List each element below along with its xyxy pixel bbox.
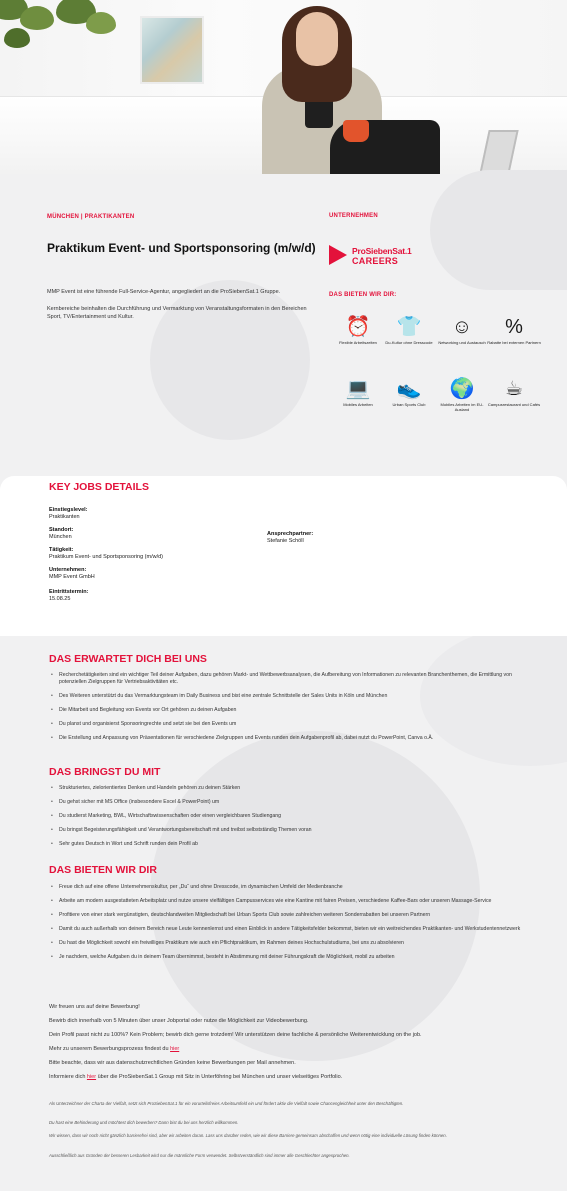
benefit-item bbox=[434, 376, 490, 412]
detail-label: Eintrittstermin: bbox=[49, 589, 89, 595]
detail-value: MMP Event GmbH bbox=[49, 574, 95, 580]
key-details-title: KEY JOBS DETAILS bbox=[49, 481, 149, 493]
mobile-work-icon: 💻 bbox=[345, 378, 371, 400]
detail-level bbox=[49, 507, 88, 521]
flexible-hours-icon: ⏰ bbox=[345, 316, 371, 338]
gender-note: Ausschließlich aus Gründen der besseren Lesbarkeit wird nur die männliche Form verwendet. Selbstverständlich sind immer alle Geschlechter angesprochen. bbox=[49, 1153, 350, 1158]
benefit-label: Urban Sports Club bbox=[392, 402, 426, 407]
closing-thanks: Wir freuen uns auf deine Bewerbung! bbox=[49, 1004, 140, 1010]
closing-info-text-2: über die ProSiebenSat.1 Group mit Sitz in Unterföhring bei München und unser vielseitiges Portfolio. bbox=[96, 1074, 343, 1080]
detail-label: Einstiegslevel: bbox=[49, 507, 88, 513]
closing-profile: Dein Profil passt nicht zu 100%? Kein Problem; bewirb dich gerne trotzdem! Wir unterstützen deine fachliche & persönliche Weiterentwicklung on the job. bbox=[49, 1032, 422, 1038]
offer-title: DAS BIETEN WIR DIR bbox=[49, 864, 157, 876]
list-item: • Des Weiteren unterstützt du das Vermarktungsteam im Daily Business und bist eine zentrale Schnittstelle der Sales Units in Köln und München bbox=[49, 693, 524, 700]
benefit-item bbox=[381, 376, 437, 407]
job-title: Praktikum Event- und Sportsponsoring (m/w/d) bbox=[47, 241, 316, 255]
sports-icon: 👟 bbox=[396, 378, 422, 400]
detail-start bbox=[49, 589, 88, 603]
benefits-label: DAS BIETEN WIR DIR: bbox=[329, 292, 397, 298]
job-intro bbox=[47, 288, 317, 330]
detail-label: Unternehmen: bbox=[49, 567, 87, 573]
list-item: • Recherchetätigkeiten sind ein wichtiger Teil deiner Aufgaben, dazu gehören Markt- und Wettbewerbsanalysen, die Aufbereitung von Informationen zu relevanten Branchenthemen, die Ermittlung von potenziellen Zielgruppen für Vertriebsaktivitäten etc. bbox=[49, 672, 524, 686]
closing-mail: Bitte beachte, dass wir aus datenschutzrechtlichen Gründen keine Bewerbungen per Mail annehmen. bbox=[49, 1060, 296, 1066]
benefit-label: Mobiles Arbeiten bbox=[343, 402, 373, 407]
benefit-item bbox=[434, 314, 490, 345]
list-item: • Die Mitarbeit und Begleitung von Events vor Ort gehören zu deinen Aufgaben bbox=[49, 707, 524, 714]
closing-process bbox=[49, 1046, 529, 1053]
benefit-label: Du-Kultur ohne Dresscode bbox=[385, 340, 433, 345]
bring-list bbox=[49, 785, 524, 855]
intro-paragraph: MMP Event ist eine führende Full-Service-Agentur, angegliedert an die ProSiebenSat.1 Gruppe. bbox=[47, 289, 281, 295]
list-item: • Damit du auch außerhalb von deinem Bereich neue Leute kennenlernst und einen Einblick in andere Tätigkeitsfelder bekommst, bieten wir ein weitreichendes Praktikanten- und Werkstudentennetzwerk bbox=[49, 926, 524, 933]
benefit-item bbox=[486, 314, 542, 345]
closing-apply: Bewirb dich innerhalb von 5 Minuten über unser Jobportal oder nutze die Möglichkeit zur Videobewerbung. bbox=[49, 1018, 309, 1024]
benefit-label: Networking und Austausch bbox=[438, 340, 486, 345]
dresscode-icon: 👕 bbox=[396, 316, 422, 338]
detail-contact bbox=[267, 531, 313, 545]
restaurant-icon: ☕ bbox=[505, 378, 523, 400]
list-item: • Profitiere von einer stark vergünstigten, deutschlandweiten Mitgliedschaft bei Urban Sports Club sowie zahlreichen weiteren Sonderrabatten bei unseren Partnern bbox=[49, 912, 524, 919]
list-item: • Strukturiertes, zielorientiertes Denken und Handeln gehören zu deinen Stärken bbox=[49, 785, 524, 792]
process-link[interactable]: hier bbox=[170, 1046, 180, 1052]
detail-value: München bbox=[49, 534, 72, 540]
expect-list bbox=[49, 672, 524, 749]
detail-value: 15.08.25 bbox=[49, 596, 71, 602]
benefit-label: Flexible Arbeitszeiten bbox=[339, 340, 377, 345]
benefit-item bbox=[330, 376, 386, 407]
benefit-label: Campusrestaurant und Cafés bbox=[487, 402, 541, 407]
closing-info-text: Informiere dich bbox=[49, 1074, 87, 1080]
expect-title: DAS ERWARTET DICH BEI UNS bbox=[49, 653, 207, 665]
prosiebensat1-careers-logo[interactable] bbox=[329, 245, 449, 269]
benefit-item bbox=[330, 314, 386, 345]
logo-mark-icon bbox=[329, 245, 347, 265]
list-item: • Die Erstellung und Anpassung von Präsentationen für verschiedene Zielgruppen und Events runden dein Aufgabenprofil ab, dabei nutzt du PowerPoint, Canva o.Ä. bbox=[49, 735, 524, 742]
detail-value: Praktikanten bbox=[49, 514, 80, 520]
mug bbox=[343, 120, 369, 142]
intro-paragraph: Kernbereiche beinhalten die Durchführung und Vermarktung von Veranstaltungsformaten in den Bereichen Sport, TV/Entertainment und Kultur. bbox=[47, 306, 307, 320]
offer-list bbox=[49, 884, 524, 968]
painting bbox=[140, 16, 204, 84]
logo-brand: ProSiebenSat.1 bbox=[352, 246, 412, 256]
info-link[interactable]: hier bbox=[86, 1074, 97, 1080]
detail-company bbox=[49, 567, 95, 581]
detail-value: Stefanie Schöll bbox=[267, 538, 304, 544]
list-item: • Freue dich auf eine offene Unternehmenskultur, per „Du“ und ohne Dresscode, im dynamischen Umfeld der Medienbranche bbox=[49, 884, 524, 891]
list-item: • Je nachdem, welche Aufgaben du in deinem Team übernimmst, besteht in Abstimmung mit deiner Führungskraft die Möglichkeit, mobil zu arbeiten bbox=[49, 954, 524, 961]
bring-title: DAS BRINGST DU MIT bbox=[49, 766, 161, 778]
detail-activity bbox=[49, 547, 163, 561]
detail-label: Tätigkeit: bbox=[49, 547, 74, 553]
list-item: • Du bringst Begeisterungsfähigkeit und Verantwortungsbereitschaft mit und treibst selbstständig Themen voran bbox=[49, 827, 524, 834]
company-label: UNTERNEHMEN bbox=[329, 213, 378, 219]
benefit-label: Rabatte bei externen Partnern bbox=[487, 340, 541, 345]
detail-label: Standort: bbox=[49, 527, 74, 533]
list-item: • Du hast die Möglichkeit sowohl ein freiwilliges Praktikum wie auch ein Pflichtpraktikum, im Rahmen deines Hochschulstudiums, bei uns zu absolvieren bbox=[49, 940, 524, 947]
eu-work-icon: 🌍 bbox=[449, 378, 475, 400]
benefit-item bbox=[486, 376, 542, 407]
networking-icon: ☺ bbox=[451, 316, 473, 338]
list-item: • Du studierst Marketing, BWL, Wirtschaftswissenschaften oder einen vergleichbaren Studiengang bbox=[49, 813, 524, 820]
logo-careers: CAREERS bbox=[352, 256, 399, 266]
disability-note: Du hast eine Behinderung und möchtest dich bewerben? Dann bist du bei uns herzlich willkommen. bbox=[49, 1120, 239, 1125]
hero-image bbox=[0, 0, 567, 174]
detail-location bbox=[49, 527, 73, 541]
closing-process-text: Mehr zu unserem Bewerbungsprozess findest du bbox=[49, 1046, 171, 1052]
discount-icon: % bbox=[505, 316, 523, 338]
list-item: • Du planst und organisierst Sponsoringrechte und setzt sie bei den Events um bbox=[49, 721, 524, 728]
diversity-note: Als Unterzeichner der Charta der Vielfalt, setzt sich ProSiebenSat.1 für ein vorurteilsfreies Arbeitsumfeld ein und fördert aktiv die Vielfalt sowie Chancengleichheit unter den Beschäftigten. bbox=[49, 1101, 404, 1106]
list-item: • Sehr gutes Deutsch in Wort und Schrift runden dein Profil ab bbox=[49, 841, 524, 848]
detail-value: Praktikum Event- und Sportsponsoring (m/w/d) bbox=[49, 554, 164, 560]
list-item: • Arbeite am modern ausgestatteten Arbeitsplatz und nutze unsere vielfältigen Campusservices wie eine Kantine mit fairen Preisen, verschiedene Kaffee-Bars oder unseren Massage-Service bbox=[49, 898, 524, 905]
benefit-item bbox=[381, 314, 437, 345]
barrier-note: Wir wissen, dass wir noch nicht gänzlich barrierefrei sind, aber wir arbeiten daran. Lass uns darüber reden, wie wir diese Barriere gemeinsam abschaffen und wenn nötig eine individuelle Lösung finden können. bbox=[49, 1133, 447, 1138]
list-item: • Du gehst sicher mit MS Office (insbesondere Excel & PowerPoint) um bbox=[49, 799, 524, 806]
job-breadcrumb[interactable]: MÜNCHEN | PRAKTIKANTEN bbox=[47, 214, 135, 220]
benefit-label: Mobiles Arbeiten im EU-Ausland bbox=[440, 402, 484, 412]
detail-label: Ansprechpartner: bbox=[267, 531, 314, 537]
closing-info bbox=[49, 1074, 529, 1081]
